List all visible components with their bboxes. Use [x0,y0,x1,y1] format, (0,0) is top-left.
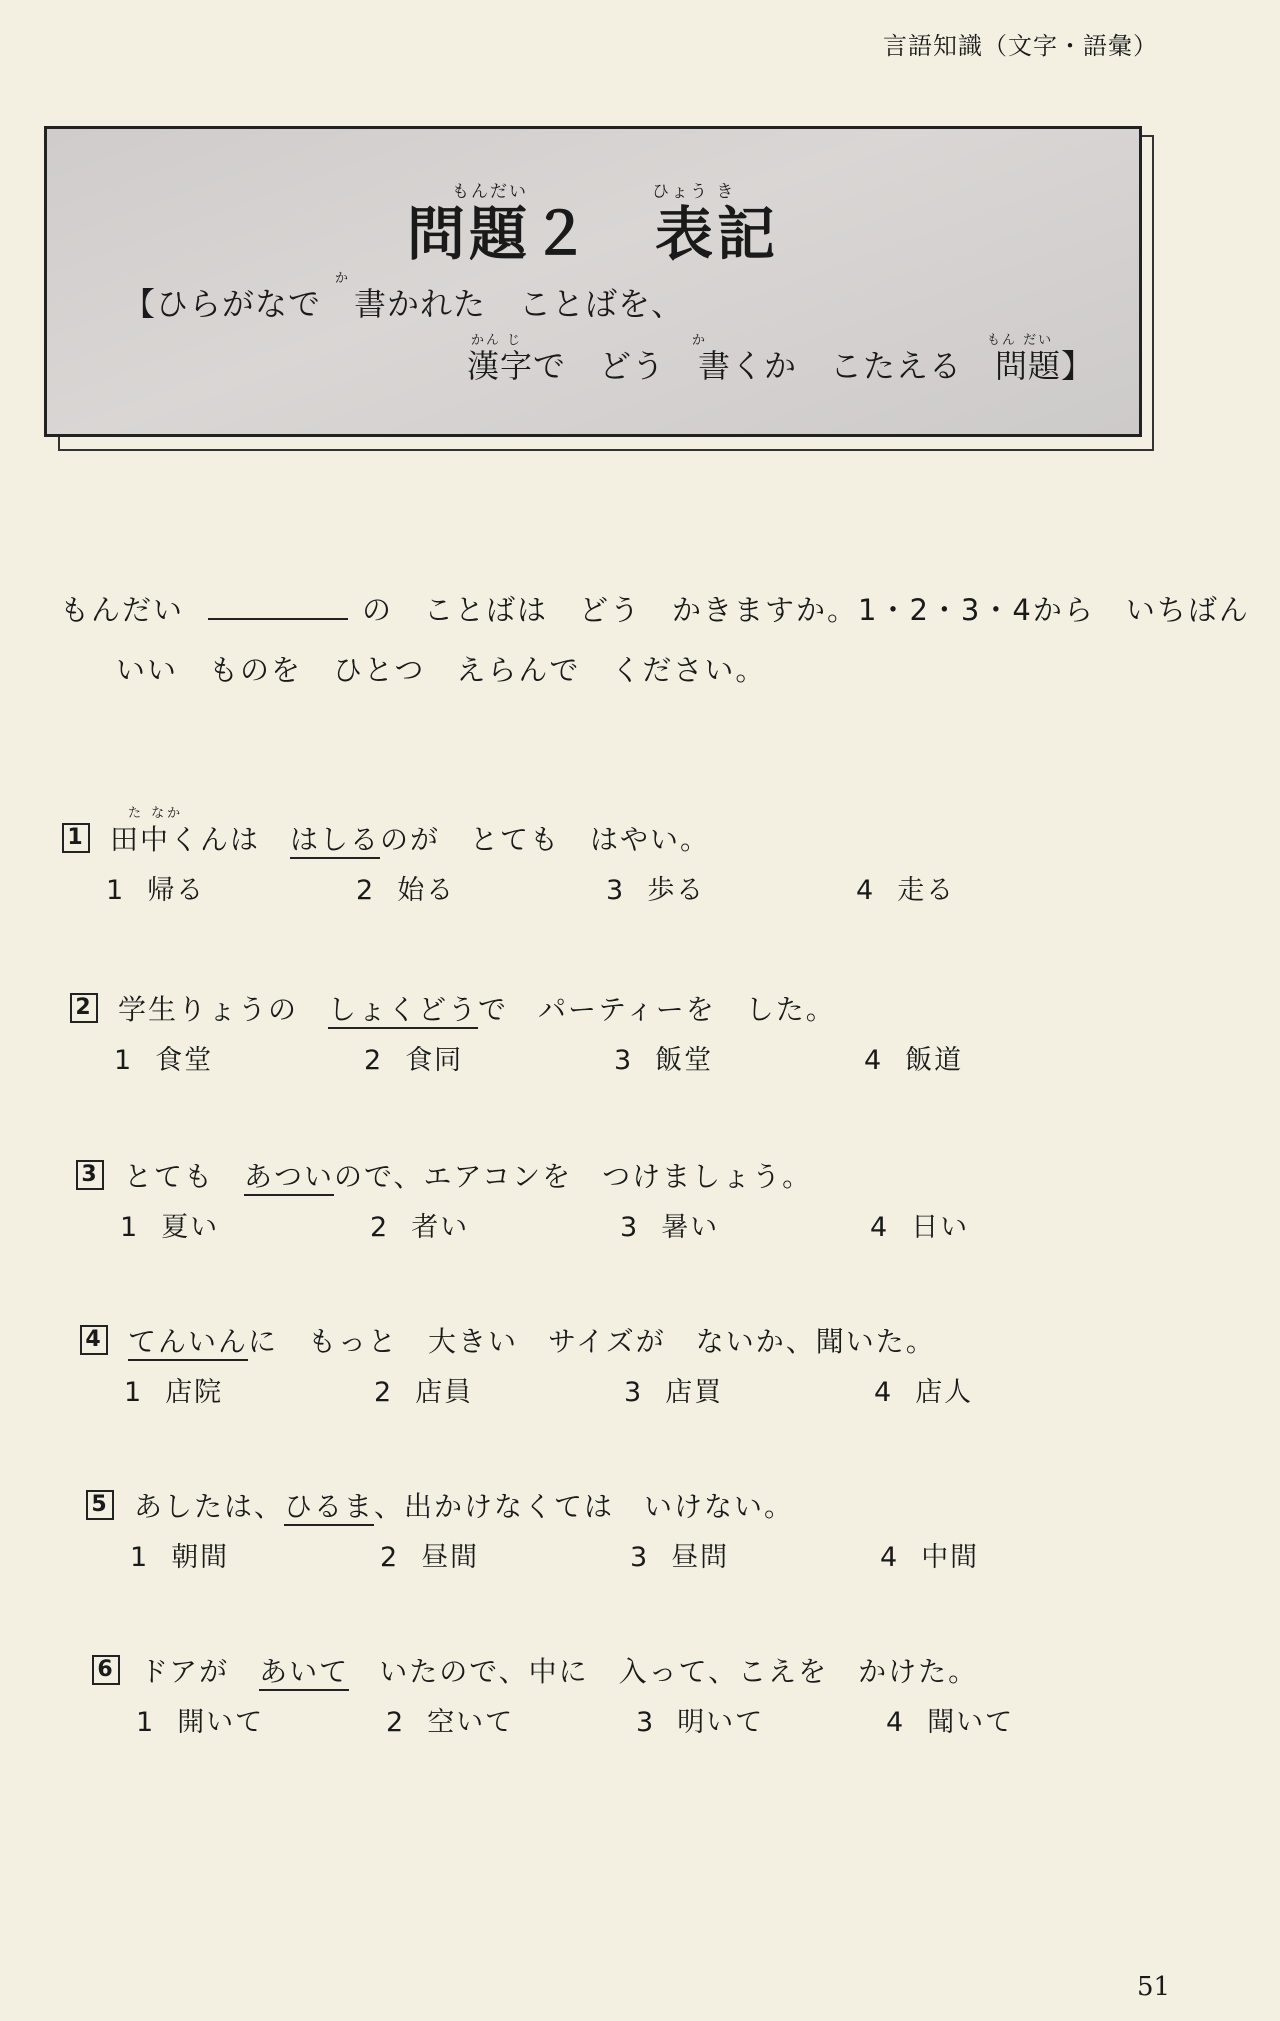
option-3[interactable]: 3 暑い [620,1212,720,1243]
title-ruby-left: もんだい [452,182,528,202]
underlined-word: しょくどう [328,993,478,1029]
option-2[interactable]: 2 空いて [386,1707,515,1738]
option-2[interactable]: 2 者い [370,1212,470,1243]
question-stem [86,1485,1186,1525]
option-2[interactable]: 2 食同 [364,1045,464,1076]
answer-blank [208,592,348,620]
option-4[interactable]: 4 日い [870,1212,970,1243]
underlined-word: はしる [290,823,380,859]
question-5 [86,1485,1186,1573]
section-header: 言語知識（文字・語彙） [883,32,1158,60]
stem-post: ので、エアコンを つけましょう。 [334,1160,813,1193]
stem-pre: とても [124,1160,245,1193]
option-1[interactable]: 1 店院 [124,1377,224,1408]
stem-pre: 学生りょうの [118,993,329,1026]
question-stem [80,1320,1180,1360]
stem-post: 、出かけなくては いけない。 [374,1490,795,1523]
underlined-word: てんいん [128,1325,248,1361]
option-1[interactable]: 1 夏い [120,1212,220,1243]
options-row [116,1205,1116,1245]
underlined-word: あつい [244,1160,334,1196]
instruction-line-1: 【ひらがなで 書かれた ことばを、 [123,285,685,323]
option-4[interactable]: 4 店人 [874,1377,974,1408]
lead-line-2: いい ものを ひとつ えらんで ください。 [116,653,767,687]
page-title: 問題２ 表記 [406,200,779,268]
options-row [110,1038,1110,1078]
options-row [126,1535,1126,1575]
question-furigana: た なか [128,806,184,821]
question-stem [92,1650,1192,1690]
question-number: 1 [62,823,90,853]
question-stem [70,988,1170,1028]
question-1 [62,806,1162,906]
option-3[interactable]: 3 昼問 [630,1542,730,1573]
option-4[interactable]: 4 飯道 [864,1045,964,1076]
instruction-ruby-2b: か [692,333,708,348]
title-ruby-right: ひょう き [652,182,736,202]
stem-pre: 田中くんは [110,823,291,856]
question-stem [62,806,1162,858]
option-3[interactable]: 3 飯堂 [614,1045,714,1076]
option-1[interactable]: 1 食堂 [114,1045,214,1076]
stem-pre: ドアが [140,1655,260,1688]
question-number: 3 [76,1160,104,1190]
question-stem [76,1155,1176,1195]
lead-part-1: もんだい [60,593,185,627]
instruction-ruby-2c: もん だい [987,333,1054,348]
options-row [132,1700,1132,1740]
option-2[interactable]: 2 始る [356,875,456,906]
question-number: 2 [70,993,98,1023]
option-1[interactable]: 1 帰る [106,875,206,906]
stem-post: のが とても はやい。 [380,823,711,856]
stem-post: いたので、中に 入って、こえを かけた。 [349,1655,979,1688]
title-box [44,126,1142,437]
option-1[interactable]: 1 朝間 [130,1542,230,1573]
option-3[interactable]: 3 明いて [636,1707,765,1738]
option-3[interactable]: 3 歩る [606,875,706,906]
option-3[interactable]: 3 店買 [624,1377,724,1408]
option-4[interactable]: 4 走る [856,875,956,906]
question-3 [76,1155,1176,1243]
option-2[interactable]: 2 昼間 [380,1542,480,1573]
question-6 [92,1650,1192,1738]
options-row [102,868,1102,908]
option-4[interactable]: 4 聞いて [886,1707,1015,1738]
instruction-ruby-1: か [335,271,351,286]
lead-line-1 [60,588,1250,629]
question-number: 4 [80,1325,108,1355]
question-4 [80,1320,1180,1408]
stem-post: に もっと 大きい サイズが ないか、聞いた。 [248,1325,936,1358]
instruction-ruby-2a: かん じ [471,333,523,348]
stem-pre: あしたは、 [134,1490,285,1523]
options-row [120,1370,1120,1410]
option-4[interactable]: 4 中間 [880,1542,980,1573]
underlined-word: ひるま [284,1490,374,1526]
instruction-line-2: 漢字で どう 書くか こたえる 問題】 [467,347,1095,385]
underlined-word: あいて [259,1655,349,1691]
lead-part-2: の ことばは どう かきますか。1・2・3・4から いちばん [362,593,1250,627]
question-number: 6 [92,1655,120,1685]
option-1[interactable]: 1 開いて [136,1707,265,1738]
stem-post: で パーティーを した。 [478,993,836,1026]
question-number: 5 [86,1490,114,1520]
option-2[interactable]: 2 店員 [374,1377,474,1408]
question-2 [70,988,1170,1076]
page-number: 51 [1137,1972,1171,2002]
